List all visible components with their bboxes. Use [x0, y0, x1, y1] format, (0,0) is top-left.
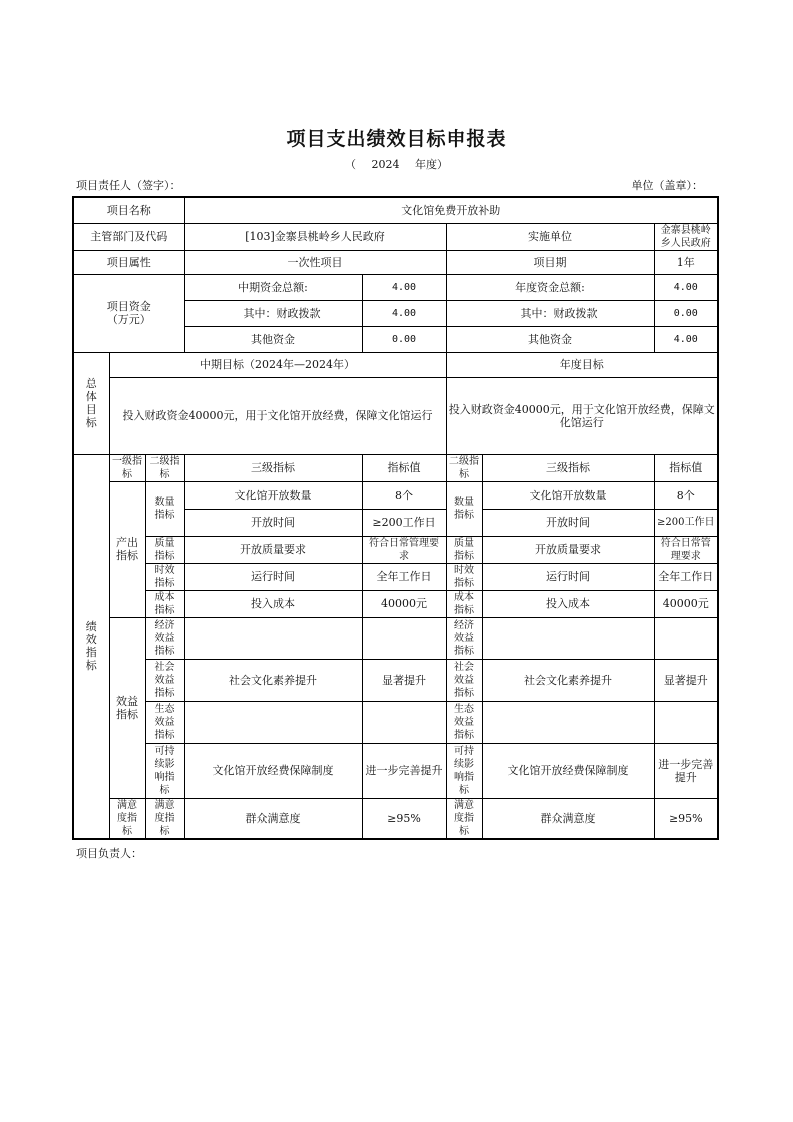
lvl2-cell: 满意 度指 标	[145, 798, 184, 839]
mid-fiscal-label: 其中：财政拨款	[184, 300, 362, 326]
lvl2-header: 二级指标	[145, 454, 184, 481]
lvl3-cell-annual: 运行时间	[482, 563, 654, 590]
lvl2-cell: 可持 续影 响指 标	[145, 743, 184, 798]
value-cell-annual: ≥95%	[654, 798, 718, 839]
project-name-label: 项目名称	[73, 197, 184, 223]
lvl3-cell: 投入成本	[184, 590, 362, 617]
lvl2-cell: 质量 指标	[145, 536, 184, 563]
page-title: 项目支出绩效目标申报表	[286, 128, 507, 150]
lvl2-cell-annual: 成本 指标	[446, 590, 482, 617]
value-cell-annual	[654, 617, 718, 659]
year-fiscal-label: 其中：财政拨款	[446, 300, 654, 326]
lvl2-header-annual: 二级指标	[446, 454, 482, 481]
effect-indicator-label: 效益 指标	[109, 617, 145, 798]
lvl3-header-annual: 三级指标	[482, 454, 654, 481]
lvl2-cell: 数量 指标	[145, 481, 184, 536]
satisfaction-indicator-label: 满意 度指 标	[109, 798, 145, 839]
year-total-value: 4.00	[654, 274, 718, 300]
lvl3-cell: 群众满意度	[184, 798, 362, 839]
mid-goal-header: 中期目标（2024年—2024年）	[109, 352, 446, 377]
value-cell-annual: 进一步完善提升	[654, 743, 718, 798]
value-cell	[362, 617, 446, 659]
year-other-label: 其他资金	[446, 326, 654, 352]
mid-total-value: 4.00	[362, 274, 446, 300]
dept-label: 主管部门及代码	[73, 223, 184, 250]
lvl3-cell-annual: 文化馆开放经费保障制度	[482, 743, 654, 798]
value-cell: 8个	[362, 481, 446, 509]
lvl2-cell-annual: 经济 效益 指标	[446, 617, 482, 659]
lvl3-cell: 开放时间	[184, 509, 362, 536]
lvl3-cell	[184, 617, 362, 659]
project-name-value: 文化馆免费开放补助	[184, 197, 718, 223]
value-cell	[362, 701, 446, 743]
project-period-label: 项目期	[446, 250, 654, 274]
lvl1-header: 一级指标	[109, 454, 145, 481]
value-cell-annual: ≥200工作日	[654, 509, 718, 536]
value-cell-annual: 符合日常管理要求	[654, 536, 718, 563]
lvl3-cell: 社会文化素养提升	[184, 659, 362, 701]
year-other-value: 4.00	[654, 326, 718, 352]
mid-total-label: 中期资金总额:	[184, 274, 362, 300]
impl-unit-value: 金寨县桃岭乡人民政府	[654, 223, 718, 250]
value-cell-annual	[654, 701, 718, 743]
lvl2-cell-annual: 满意 度指 标	[446, 798, 482, 839]
value-cell-annual: 40000元	[654, 590, 718, 617]
lvl3-cell: 运行时间	[184, 563, 362, 590]
year-goal-text: 投入财政资金40000元，用于文化馆开放经费，保障文化馆运行	[446, 377, 718, 454]
lvl3-cell-annual	[482, 617, 654, 659]
value-cell: 全年工作日	[362, 563, 446, 590]
lvl3-cell-annual	[482, 701, 654, 743]
lvl2-cell: 经济 效益 指标	[145, 617, 184, 659]
lvl2-cell-annual: 社会 效益 指标	[446, 659, 482, 701]
responsible-label: 项目责任人（签字）：	[76, 179, 181, 192]
lvl3-cell-annual: 社会文化素养提升	[482, 659, 654, 701]
lvl3-cell-annual: 群众满意度	[482, 798, 654, 839]
lvl2-cell-annual: 时效 指标	[446, 563, 482, 590]
lvl2-cell: 成本 指标	[145, 590, 184, 617]
lvl2-cell-annual: 生态 效益 指标	[446, 701, 482, 743]
year-total-label: 年度资金总额:	[446, 274, 654, 300]
year-line	[0, 156, 793, 172]
output-indicator-label: 产出 指标	[109, 481, 145, 617]
lvl3-cell: 文化馆开放经费保障制度	[184, 743, 362, 798]
value-cell-annual: 8个	[654, 481, 718, 509]
perf-section-label: 绩 效 指 标	[73, 454, 109, 839]
lvl3-cell-annual: 开放时间	[482, 509, 654, 536]
project-attr-value: 一次性项目	[184, 250, 446, 274]
lvl2-cell-annual: 数量 指标	[446, 481, 482, 536]
year-goal-header: 年度目标	[446, 352, 718, 377]
lvl3-cell	[184, 701, 362, 743]
fund-label-line2: （万元）	[106, 313, 151, 326]
performance-form-table	[72, 196, 719, 840]
lvl3-cell-annual: 开放质量要求	[482, 536, 654, 563]
overall-goals-label: 总 体 目 标	[73, 352, 109, 454]
lvl3-header: 三级指标	[184, 454, 362, 481]
value-cell-annual: 显著提升	[654, 659, 718, 701]
lvl3-cell-annual: 文化馆开放数量	[482, 481, 654, 509]
value-cell: 显著提升	[362, 659, 446, 701]
value-cell: 符合日常管理要求	[362, 536, 446, 563]
lvl3-cell-annual: 投入成本	[482, 590, 654, 617]
mid-fiscal-value: 4.00	[362, 300, 446, 326]
mid-other-label: 其他资金	[184, 326, 362, 352]
lvl3-cell: 开放质量要求	[184, 536, 362, 563]
unit-seal-label: 单位（盖章）：	[631, 179, 703, 192]
fund-label	[73, 274, 184, 352]
impl-unit-label: 实施单位	[446, 223, 654, 250]
value-cell: ≥200工作日	[362, 509, 446, 536]
lvl2-cell: 生态 效益 指标	[145, 701, 184, 743]
value-header: 指标值	[362, 454, 446, 481]
year-unit: 年度）	[415, 158, 448, 171]
value-cell-annual: 全年工作日	[654, 563, 718, 590]
project-leader-label: 项目负责人：	[76, 847, 142, 860]
year-open: （	[345, 158, 356, 171]
project-period-value: 1年	[654, 250, 718, 274]
value-cell: 40000元	[362, 590, 446, 617]
value-cell: ≥95%	[362, 798, 446, 839]
year-value: 2024	[371, 158, 400, 171]
fund-label-line1: 项目资金	[106, 300, 151, 313]
year-fiscal-value: 0.00	[654, 300, 718, 326]
project-attr-label: 项目属性	[73, 250, 184, 274]
lvl3-cell: 文化馆开放数量	[184, 481, 362, 509]
lvl2-cell-annual: 可持 续影 响指 标	[446, 743, 482, 798]
dept-value: [103]金寨县桃岭乡人民政府	[184, 223, 446, 250]
mid-other-value: 0.00	[362, 326, 446, 352]
value-header-annual: 指标值	[654, 454, 718, 481]
mid-goal-text: 投入财政资金40000元，用于文化馆开放经费，保障文化馆运行	[109, 377, 446, 454]
lvl2-cell-annual: 质量 指标	[446, 536, 482, 563]
lvl2-cell: 社会 效益 指标	[145, 659, 184, 701]
lvl2-cell: 时效 指标	[145, 563, 184, 590]
value-cell: 进一步完善提升	[362, 743, 446, 798]
